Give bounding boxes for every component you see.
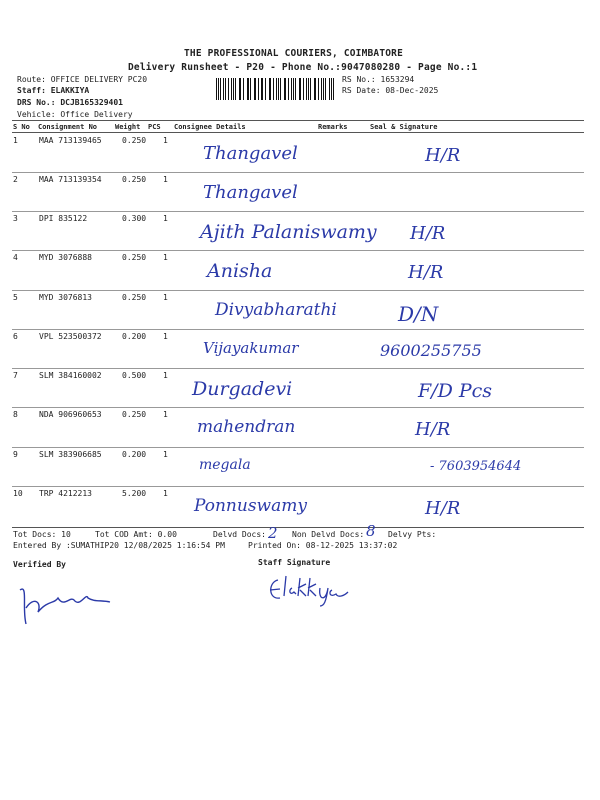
row-weight: 0.250	[122, 175, 147, 184]
row-serial: 4	[13, 253, 18, 262]
row-consignee-handwritten: mahendran	[197, 417, 296, 437]
col-remarks: Remarks	[318, 123, 348, 131]
vehicle-label: Vehicle: Office Delivery	[17, 110, 133, 119]
company-title: THE PROFESSIONAL COURIERS, COIMBATORE	[184, 48, 404, 59]
row-divider	[12, 211, 584, 212]
barcode-bar	[329, 78, 330, 100]
barcode-bar	[306, 78, 307, 100]
row-consignee-handwritten: Thangavel	[203, 143, 298, 164]
col-weight: Weight	[115, 123, 141, 131]
delivered-docs-label: Delvd Docs:	[213, 530, 266, 539]
row-seal-handwritten: D/N	[398, 302, 439, 326]
route-label: Route: OFFICE DELIVERY PC20	[17, 75, 148, 84]
row-divider	[12, 368, 584, 369]
barcode-bar	[225, 78, 226, 100]
row-weight: 0.300	[122, 214, 147, 223]
row-consignment-number: MAA 713139465	[39, 136, 102, 145]
row-divider	[12, 172, 584, 173]
drs-label: DRS No.: DCJB165329401	[17, 98, 123, 107]
row-weight: 0.250	[122, 253, 147, 262]
row-divider	[12, 290, 584, 291]
row-serial: 9	[13, 450, 18, 459]
row-seal-handwritten: 9600255755	[380, 341, 482, 360]
row-consignment-number: NDA 906960653	[39, 410, 102, 419]
barcode-bar	[310, 78, 311, 100]
row-pieces: 1	[163, 450, 168, 459]
barcode-bar	[280, 78, 281, 100]
row-divider	[12, 486, 584, 487]
table-top-border	[12, 120, 584, 121]
row-weight: 0.500	[122, 371, 147, 380]
row-pieces: 1	[163, 253, 168, 262]
printed-on: Printed On: 08-12-2025 13:37:02	[248, 541, 398, 550]
row-seal-handwritten: H/R	[425, 498, 461, 519]
row-divider	[12, 250, 584, 251]
barcode-bar	[293, 78, 294, 100]
row-pieces: 1	[163, 410, 168, 419]
row-seal-handwritten: H/R	[408, 262, 444, 283]
row-seal-handwritten: H/R	[425, 145, 461, 166]
runsheet-subtitle: Delivery Runsheet - P20 - Phone No.:9047080280 - Page No.:1	[128, 62, 478, 73]
row-serial: 5	[13, 293, 18, 302]
row-seal-handwritten: F/D Pcs	[418, 380, 493, 402]
staff-signature-label: Staff Signature	[258, 558, 331, 567]
barcode-bar	[239, 78, 240, 100]
row-consignee-handwritten: Anisha	[207, 260, 273, 282]
barcode-bar	[255, 78, 256, 100]
row-consignee-handwritten: Divyabharathi	[215, 300, 337, 320]
staff-signature	[262, 572, 372, 608]
row-consignment-number: MYD 3076813	[39, 293, 92, 302]
barcode-bar	[235, 78, 236, 100]
row-pieces: 1	[163, 136, 168, 145]
col-pcs: PCS	[148, 123, 161, 131]
barcode-bar	[325, 78, 326, 100]
row-weight: 0.250	[122, 293, 147, 302]
verified-signature	[14, 578, 124, 634]
row-pieces: 1	[163, 214, 168, 223]
row-consignee-handwritten: Ponnuswamy	[194, 496, 307, 516]
row-seal-handwritten: - 7603954644	[430, 459, 522, 474]
row-pieces: 1	[163, 371, 168, 380]
row-consignment-number: DPI 835122	[39, 214, 88, 223]
row-divider	[12, 407, 584, 408]
barcode-bar	[216, 78, 217, 100]
rs-date: RS Date: 08-Dec-2025	[342, 86, 439, 95]
row-serial: 8	[13, 410, 18, 419]
row-weight: 5.200	[122, 489, 147, 498]
row-consignee-handwritten: Vijayakumar	[203, 339, 299, 357]
col-consignee: Consignee Details	[174, 123, 246, 131]
barcode-bar	[223, 78, 224, 100]
barcode-bar	[295, 78, 296, 100]
table-bottom-border	[12, 527, 584, 528]
col-consignment: Consignment No	[38, 123, 98, 131]
staff-label: Staff: ELAKKIYA	[17, 86, 90, 95]
row-weight: 0.200	[122, 450, 147, 459]
row-consignment-number: VPL 523500372	[39, 332, 102, 341]
row-serial: 6	[13, 332, 18, 341]
row-consignee-handwritten: Durgadevi	[192, 378, 293, 400]
barcode-bar	[262, 78, 263, 100]
barcode-bar	[265, 78, 266, 100]
total-cod: Tot COD Amt: 0.00	[95, 530, 177, 539]
verified-by-label: Verified By	[13, 560, 66, 569]
row-seal-handwritten: H/R	[410, 223, 446, 244]
row-consignment-number: SLM 384160002	[39, 371, 102, 380]
row-weight: 0.250	[122, 410, 147, 419]
col-seal: Seal & Signature	[370, 123, 438, 131]
row-weight: 0.200	[122, 332, 147, 341]
row-consignment-number: TRP 4212213	[39, 489, 92, 498]
row-consignment-number: MYD 3076888	[39, 253, 92, 262]
delivery-points-label: Delvy Pts:	[388, 530, 437, 539]
barcode-bar	[318, 78, 319, 100]
barcode-image	[216, 78, 336, 100]
delivered-docs-handwritten: 2	[268, 524, 278, 542]
table-header-border	[12, 132, 584, 133]
row-serial: 7	[13, 371, 18, 380]
rs-number: RS No.: 1653294	[342, 75, 415, 84]
barcode-bar	[243, 78, 244, 100]
entered-by: Entered By :SUMATHIP20 12/08/2025 1:16:54 PM	[13, 541, 225, 550]
row-weight: 0.250	[122, 136, 147, 145]
non-delivered-docs-label: Non Delvd Docs:	[292, 530, 365, 539]
row-divider	[12, 447, 584, 448]
row-consignee-handwritten: Thangavel	[203, 182, 298, 203]
row-pieces: 1	[163, 332, 168, 341]
row-pieces: 1	[163, 293, 168, 302]
row-seal-handwritten: H/R	[415, 419, 451, 440]
non-delivered-docs-handwritten: 8	[366, 522, 376, 540]
col-sno: S No	[13, 123, 30, 131]
row-consignment-number: MAA 713139354	[39, 175, 102, 184]
row-serial: 3	[13, 214, 18, 223]
row-consignee-handwritten: Ajith Palaniswamy	[200, 221, 377, 243]
barcode-bar	[273, 78, 274, 100]
barcode-bar	[250, 78, 251, 100]
total-docs: Tot Docs: 10	[13, 530, 71, 539]
row-consignment-number: SLM 383906685	[39, 450, 102, 459]
row-consignee-handwritten: megala	[199, 457, 251, 473]
row-serial: 10	[13, 489, 23, 498]
row-divider	[12, 329, 584, 330]
row-serial: 1	[13, 136, 18, 145]
barcode-bar	[285, 78, 286, 100]
row-serial: 2	[13, 175, 18, 184]
row-pieces: 1	[163, 175, 168, 184]
row-pieces: 1	[163, 489, 168, 498]
